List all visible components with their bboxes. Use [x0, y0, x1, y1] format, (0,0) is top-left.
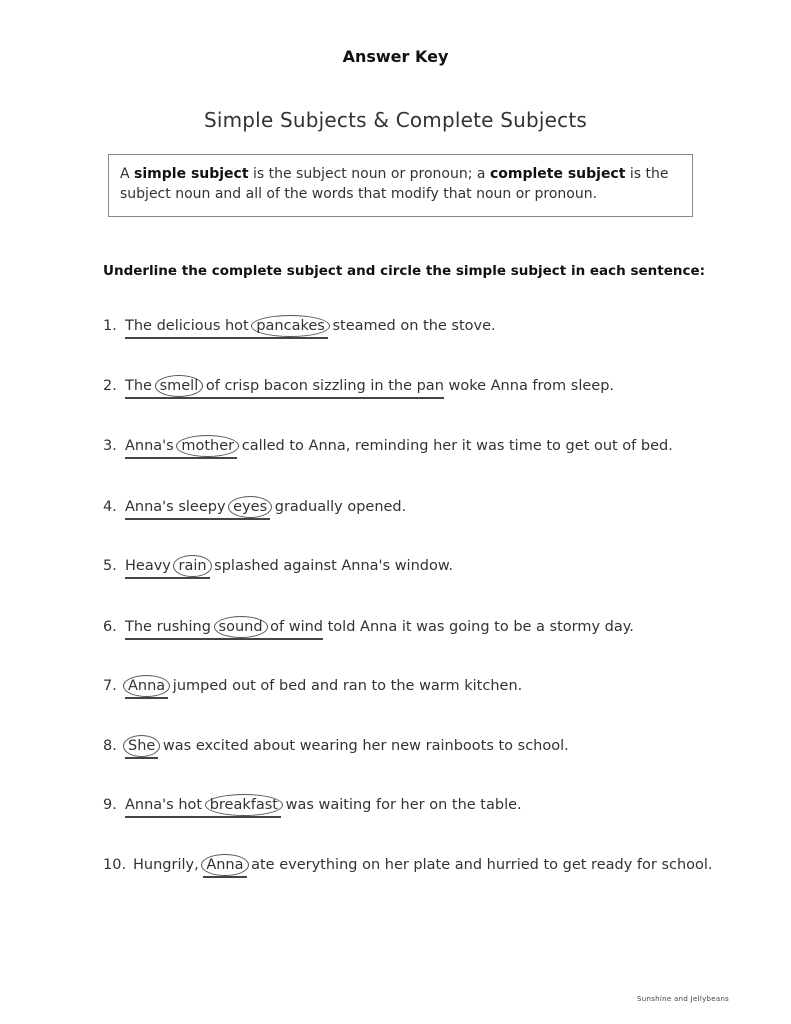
complete-subject-text: Heavy — [125, 558, 176, 574]
sentence-item — [103, 378, 614, 394]
sentence-number: 8. — [103, 738, 117, 754]
complete-subject-text: Anna's hot — [125, 797, 207, 813]
sentence-number: 6. — [103, 619, 117, 635]
complete-subject — [125, 678, 168, 699]
simple-subject-circle: eyes — [228, 496, 272, 518]
definition-text: A — [120, 166, 135, 182]
sentence-item — [103, 499, 406, 515]
predicate-text: steamed on the stove. — [327, 318, 496, 334]
simple-subject-circle: mother — [176, 435, 239, 457]
sentence-item — [103, 318, 496, 334]
sentence-item — [103, 438, 673, 454]
predicate-text: woke Anna from sleep. — [443, 378, 615, 394]
predicate-text: was excited about wearing her new rainboots to school. — [158, 738, 569, 754]
sentence-number: 2. — [103, 378, 117, 394]
predicate-text: was waiting for her on the table. — [280, 797, 522, 813]
complete-subject-text: The delicious hot — [125, 318, 254, 334]
complete-subject — [125, 619, 323, 640]
complete-subject-text: of crisp bacon sizzling in the pan — [201, 378, 444, 394]
sentence-number: 4. — [103, 499, 117, 515]
complete-subject — [125, 738, 158, 759]
simple-subject-circle: Anna — [201, 854, 248, 876]
sentence-item — [103, 558, 453, 574]
sentence-item — [103, 738, 569, 754]
complete-subject — [125, 318, 328, 339]
simple-subject-circle: smell — [155, 375, 204, 397]
instructions: Underline the complete subject and circle the simple subject in each sentence: — [103, 263, 706, 279]
simple-subject-circle: pancakes — [251, 315, 330, 337]
complete-subject — [125, 438, 237, 459]
sentence-number: 1. — [103, 318, 117, 334]
footer-credit: Sunshine and Jellybeans — [637, 995, 730, 1003]
complete-subject — [125, 499, 270, 520]
simple-subject-circle: breakfast — [205, 794, 283, 816]
term-complete-subject: complete subject — [489, 166, 626, 182]
complete-subject — [203, 857, 246, 878]
simple-subject-circle: rain — [173, 555, 211, 577]
simple-subject-circle: Anna — [123, 675, 170, 697]
complete-subject — [125, 797, 281, 818]
sentence-item — [103, 797, 522, 813]
complete-subject-text: The rushing — [125, 619, 216, 635]
predicate-text: jumped out of bed and ran to the warm kitchen. — [168, 678, 523, 694]
sentence-number: 3. — [103, 438, 117, 454]
sentence-item — [103, 619, 634, 635]
sentence-number: 7. — [103, 678, 117, 694]
term-simple-subject: simple subject — [134, 166, 249, 182]
sentence-number: 5. — [103, 558, 117, 574]
complete-subject-text: Anna's sleepy — [125, 499, 231, 515]
complete-subject-text: Anna's — [125, 438, 179, 454]
predicate-text: told Anna it was going to be a stormy day. — [323, 619, 634, 635]
definition-box — [108, 154, 693, 217]
sentence-item — [103, 678, 522, 694]
simple-subject-circle: sound — [214, 616, 268, 638]
definition-text: is the subject noun or pronoun; a — [248, 166, 490, 182]
worksheet-subtitle: Simple Subjects & Complete Subjects — [203, 108, 588, 132]
sentence-pre: Hungrily, — [133, 857, 204, 873]
complete-subject — [125, 558, 210, 579]
sentence-number: 9. — [103, 797, 117, 813]
page-title: Answer Key — [342, 47, 449, 66]
predicate-text: splashed against Anna's window. — [209, 558, 453, 574]
predicate-text: called to Anna, reminding her it was time to get out of bed. — [237, 438, 673, 454]
complete-subject — [125, 378, 444, 399]
simple-subject-circle: She — [123, 735, 160, 757]
definition-text: is the subject noun and all of the words that modify that noun or pronoun. — [120, 166, 669, 202]
predicate-text: ate everything on her plate and hurried to get ready for school. — [246, 857, 713, 873]
sentence-number: 10. — [103, 857, 127, 873]
complete-subject-text: of wind — [265, 619, 324, 635]
complete-subject-text: The — [125, 378, 157, 394]
sentence-item — [103, 857, 713, 873]
predicate-text: gradually opened. — [270, 499, 407, 515]
